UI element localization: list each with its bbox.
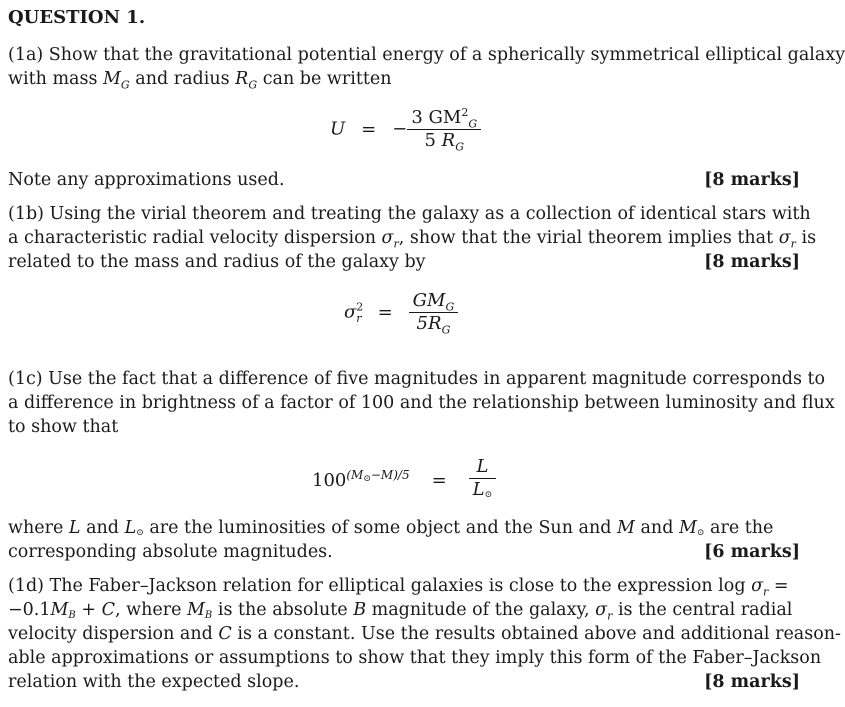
q1d-line-3: velocity dispersion and C is a constant. Use the results obtained above and additional reason- — [8, 624, 841, 644]
q1a-note-line — [8, 168, 800, 192]
q1c-line-2: a difference in brightness of a factor of 100 and the relationship between luminosity and flux — [8, 393, 835, 413]
q1a-note: Note any approximations used. — [8, 170, 285, 190]
q1b-line-3: related to the mass and radius of the galaxy by [8 marks] — [8, 252, 800, 272]
q1a-line-2: with mass $M_G$ and radius $R_G$ can be written — [8, 69, 392, 92]
q1c-line-4: where L and L⊙ are the luminosities of some object and the Sun and M and M⊙ are the — [8, 518, 774, 538]
equation-velocity-dispersion: $\sigma^2_r$ = $\frac{GM_G}{5R_G}$ — [344, 290, 458, 335]
q1d-marks: [8 marks] — [704, 672, 800, 692]
q1c-line-1: (1c) Use the fact that a difference of five magnitudes in apparent magnitude corresponds to — [8, 369, 826, 389]
q1b-marks: [8 marks] — [704, 252, 800, 272]
q1d-line-2: −0.1MB + C, where MB is the absolute B magnitude of the galaxy, $\sigma_r$ is the central radial — [8, 600, 793, 623]
q1c-line-3: to show that — [8, 417, 119, 437]
equation-magnitude-luminosity: $100^{(M⊙-M)/5}$ = $\frac{L}{L⊙}$ — [312, 456, 496, 506]
q1b-line-1: (1b) Using the virial theorem and treating the galaxy as a collection of identical stars with — [8, 204, 811, 224]
question-title: QUESTION 1. — [8, 7, 146, 28]
q1d-line-5: relation with the expected slope. [8 marks] — [8, 672, 800, 692]
q1d-line-4: able approximations or assumptions to show that they imply this form of the Faber–Jackson — [8, 648, 822, 668]
q1a-marks: [8 marks] — [704, 170, 800, 190]
q1c-line-5: corresponding absolute magnitudes. [6 marks] — [8, 542, 800, 562]
equation-potential-energy: U = − $\frac{3 GM^2_G}{5 R_G}$ — [330, 107, 481, 152]
q1d-line-1: (1d) The Faber–Jackson relation for elliptical galaxies is close to the expression $\log \sigma_r$ = — [8, 576, 789, 599]
q1b-line-2: a characteristic radial velocity dispersion $\sigma_r$, show that the virial theorem implies that $\sigma_r$ is — [8, 228, 817, 251]
q1c-marks: [6 marks] — [704, 542, 800, 562]
q1a-line-1: (1a) Show that the gravitational potential energy of a spherically symmetrical elliptical galaxy — [8, 45, 845, 65]
